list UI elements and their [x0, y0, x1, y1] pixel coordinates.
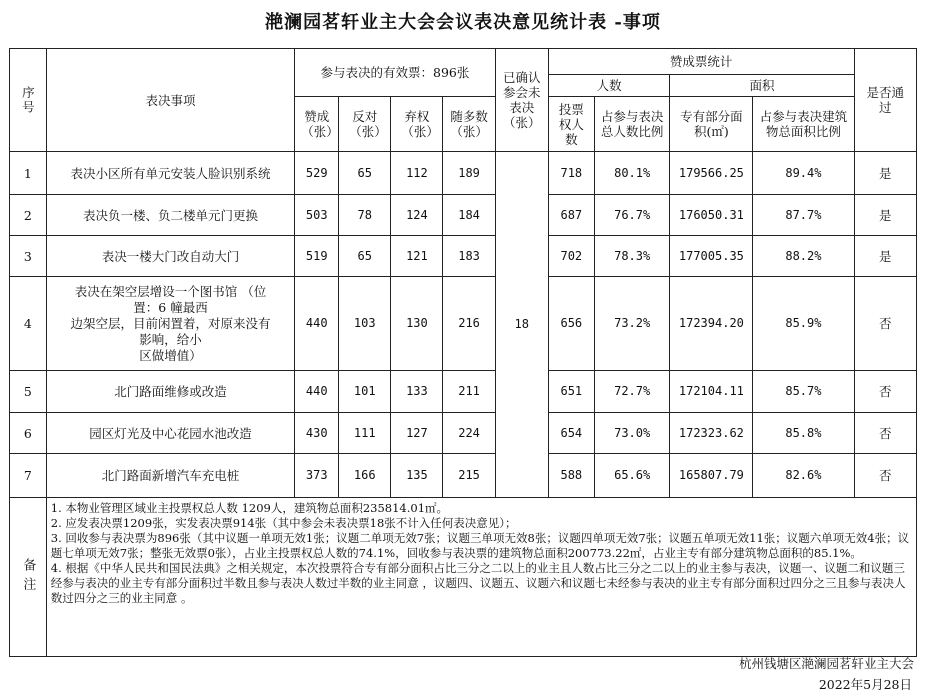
row-seq: 7	[10, 454, 47, 498]
row-approve: 503	[295, 195, 339, 236]
row-follow: 215	[443, 454, 495, 498]
header-approve-stats: 赞成票统计	[548, 49, 854, 75]
row-approve: 440	[295, 371, 339, 413]
note-item: 2. 应发表决票1209张，实发表决票914张（其中参会未表决票18张不计入任何表决意见）；	[50, 516, 517, 530]
table-row	[10, 236, 917, 277]
header-voter-count: 投票权人数	[548, 97, 594, 152]
row-area-ratio: 89.4%	[753, 152, 854, 195]
row-passed: 是	[854, 236, 916, 277]
row-area: 177005.35	[670, 236, 753, 277]
row-seq: 2	[10, 195, 47, 236]
row-person-ratio: 73.0%	[594, 413, 670, 454]
row-person-ratio: 80.1%	[594, 152, 670, 195]
row-matter: 北门路面新增汽车充电桩	[46, 454, 294, 498]
row-person-ratio: 73.2%	[594, 277, 670, 371]
notes-label: 备注	[10, 498, 47, 657]
header-seq: 序号	[10, 49, 47, 152]
row-approve: 373	[295, 454, 339, 498]
row-voters: 718	[548, 152, 594, 195]
table-row	[10, 195, 917, 236]
row-follow: 216	[443, 277, 495, 371]
header-abstain: 弃权（张）	[391, 97, 443, 152]
header-person-ratio: 占参与表决总人数比例	[594, 97, 670, 152]
header-approve: 赞成（张）	[295, 97, 339, 152]
row-passed: 否	[854, 371, 916, 413]
row-matter: 表决负一楼、负二楼单元门更换	[46, 195, 294, 236]
row-matter	[46, 277, 294, 371]
row-area-ratio: 82.6%	[753, 454, 854, 498]
row-oppose: 78	[339, 195, 391, 236]
row-voters: 651	[548, 371, 594, 413]
row-area: 176050.31	[670, 195, 753, 236]
notes-content	[46, 498, 916, 657]
row-area: 172104.11	[670, 371, 753, 413]
row-matter: 园区灯光及中心花园水池改造	[46, 413, 294, 454]
row-seq: 6	[10, 413, 47, 454]
row-area: 179566.25	[670, 152, 753, 195]
row-person-ratio: 76.7%	[594, 195, 670, 236]
row-voters: 656	[548, 277, 594, 371]
row-area: 172323.62	[670, 413, 753, 454]
row-area-ratio: 85.9%	[753, 277, 854, 371]
header-follow-majority: 随多数（张）	[443, 97, 495, 152]
row-passed: 否	[854, 413, 916, 454]
row-area: 172394.20	[670, 277, 753, 371]
row-oppose: 166	[339, 454, 391, 498]
row-area-ratio: 85.7%	[753, 371, 854, 413]
header-area-ratio: 占参与表决建筑物总面积比例	[753, 97, 854, 152]
note-item: 3. 回收参与表决票为896张（其中议题一单项无效1张；议题二单项无效7张；议题三单项无效8张；议题四单项无效7张；议题五单项无效11张；议题六单项无效4张；议题七单项无效7张；整张无效票0张），占业主投票权总人数的74.1%，回收参与表决票的建筑物总面积200773.22㎡，占业主专有部分建筑物总面积的85.1%。	[50, 531, 910, 560]
table-row	[10, 371, 917, 413]
row-person-ratio: 72.7%	[594, 371, 670, 413]
row-abstain: 130	[391, 277, 443, 371]
row-voters: 702	[548, 236, 594, 277]
row-abstain: 133	[391, 371, 443, 413]
row-follow: 184	[443, 195, 495, 236]
row-matter: 表决小区所有单元安装人脸识别系统	[46, 152, 294, 195]
row-approve: 440	[295, 277, 339, 371]
row-passed: 是	[854, 152, 916, 195]
row-person-ratio: 78.3%	[594, 236, 670, 277]
row-area-ratio: 87.7%	[753, 195, 854, 236]
row-matter-line: 边架空层，目前闲置着，对原来没有	[70, 315, 271, 331]
row-approve: 529	[295, 152, 339, 195]
header-exclusive-area: 专有部分面积(㎡)	[670, 97, 753, 152]
row-abstain: 121	[391, 236, 443, 277]
row-area-ratio: 88.2%	[753, 236, 854, 277]
row-abstain: 112	[391, 152, 443, 195]
footer-org: 杭州钱塘区滟澜园茗轩业主大会	[738, 656, 914, 671]
row-voters: 654	[548, 413, 594, 454]
table-row	[10, 277, 917, 371]
row-seq: 1	[10, 152, 47, 195]
table-row	[10, 152, 917, 195]
row-passed: 是	[854, 195, 916, 236]
row-follow: 189	[443, 152, 495, 195]
row-area-ratio: 85.8%	[753, 413, 854, 454]
header-persons: 人数	[548, 75, 670, 97]
vote-statistics-table	[9, 48, 917, 657]
row-seq: 3	[10, 236, 47, 277]
row-oppose: 111	[339, 413, 391, 454]
row-approve: 519	[295, 236, 339, 277]
row-seq: 5	[10, 371, 47, 413]
row-matter-line: 置：6 幢最西	[133, 299, 208, 315]
row-follow: 224	[443, 413, 495, 454]
row-passed: 否	[854, 277, 916, 371]
header-matter: 表决事项	[46, 49, 294, 152]
header-passed: 是否通过	[854, 49, 916, 152]
note-item: 1. 本物业管理区域业主投票权总人数 1209人，建筑物总面积235814.01㎡。	[50, 501, 449, 515]
row-matter-line: 表决在架空层增设一个图书馆 （位	[74, 283, 267, 299]
row-abstain: 124	[391, 195, 443, 236]
header-area: 面积	[670, 75, 854, 97]
row-matter: 北门路面维修或改造	[46, 371, 294, 413]
row-oppose: 103	[339, 277, 391, 371]
row-passed: 否	[854, 454, 916, 498]
row-matter: 表决一楼大门改自动大门	[46, 236, 294, 277]
row-abstain: 127	[391, 413, 443, 454]
header-confirmed-not-voted: 已确认参会未表决（张）	[495, 49, 548, 152]
row-matter-line: 影响，给小	[139, 331, 202, 347]
table-row	[10, 413, 917, 454]
row-matter-line: 区做增值）	[139, 347, 202, 363]
row-approve: 430	[295, 413, 339, 454]
page-title: 滟澜园茗轩业主大会会议表决意见统计表 -事项	[265, 12, 661, 33]
row-oppose: 65	[339, 236, 391, 277]
table-row	[10, 454, 917, 498]
note-item: 4. 根据《中华人民共和国民法典》之相关规定，本次投票符合专有部分面积占比三分之二以上的业主且人数占比三分之二以上的业主参与表决，议题一、议题二和议题三经参与表决的业主专有部分面积过半数且参与表决人数过半数的业主同意 ，议题四、议题五、议题六和议题七未经参与表决的业主专有部分面积过四分之三且参与表决人数过四分之三的业主同意 。	[50, 561, 906, 605]
row-person-ratio: 65.6%	[594, 454, 670, 498]
row-abstain: 135	[391, 454, 443, 498]
header-valid-votes: 参与表决的有效票：896张	[295, 49, 495, 97]
confirmed-not-voted-value: 18	[495, 152, 548, 498]
row-voters: 687	[548, 195, 594, 236]
footer-date: 2022年5月28日	[818, 677, 912, 692]
row-follow: 211	[443, 371, 495, 413]
row-seq: 4	[10, 277, 47, 371]
row-area: 165807.79	[670, 454, 753, 498]
header-oppose: 反对（张）	[339, 97, 391, 152]
notes-row	[10, 498, 917, 657]
row-oppose: 101	[339, 371, 391, 413]
row-voters: 588	[548, 454, 594, 498]
row-oppose: 65	[339, 152, 391, 195]
row-follow: 183	[443, 236, 495, 277]
